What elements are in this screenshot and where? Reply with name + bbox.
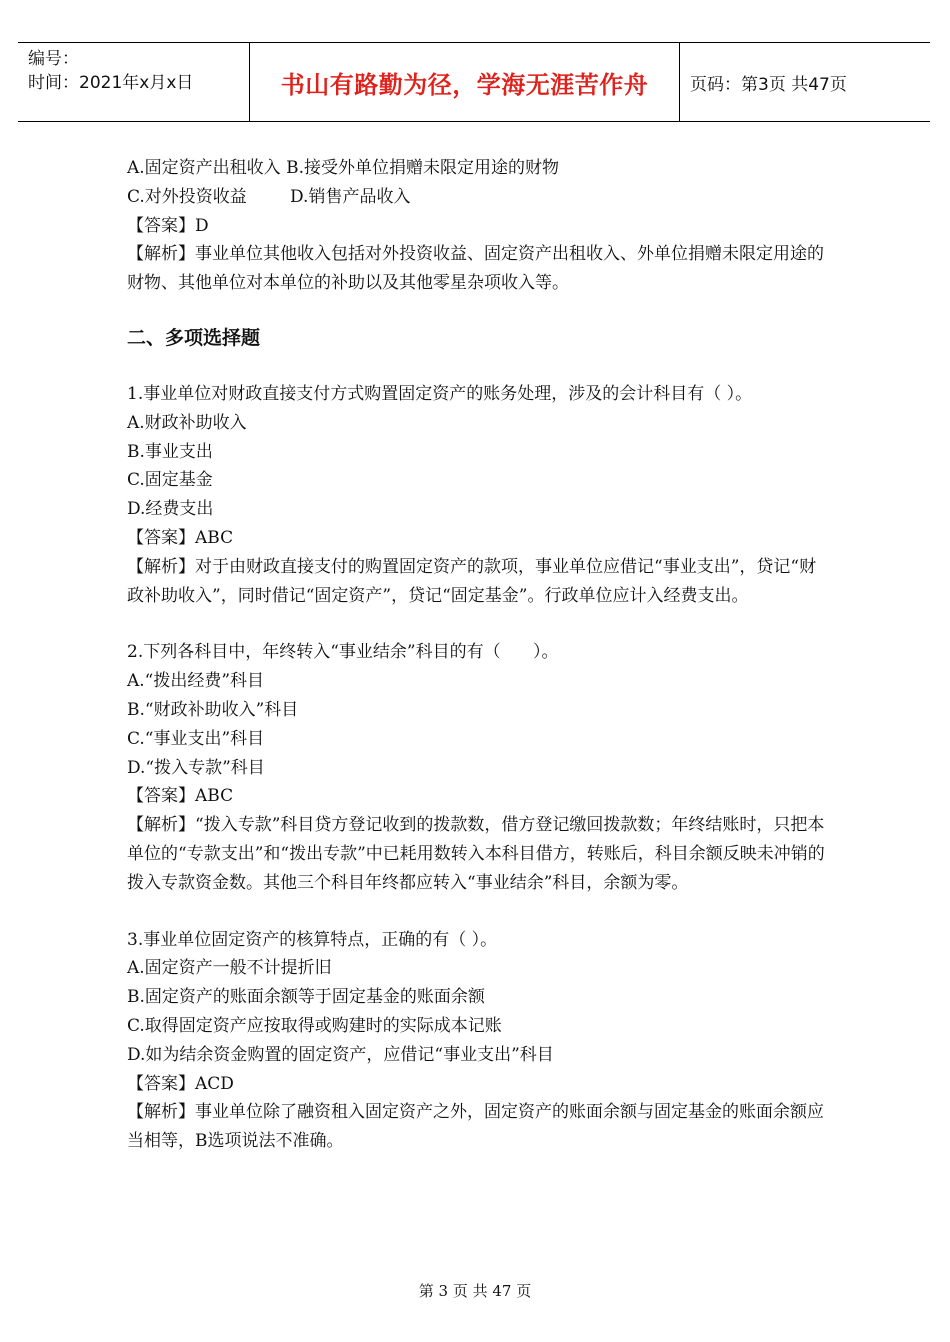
option-line: C.对外投资收益 D.销售产品收入 <box>127 186 411 207</box>
answer-line: 【答案】D <box>127 215 209 236</box>
header-motto: 书山有路勤为径，学海无涯苦作舟 <box>250 43 680 121</box>
option-line: A.财政补助收入 <box>127 412 247 433</box>
option-line: B.事业支出 <box>127 441 213 462</box>
option-line: C.“事业支出”科目 <box>127 728 265 749</box>
option-line: D.“拨入专款”科目 <box>127 757 265 778</box>
question-stem: 3.事业单位固定资产的核算特点，正确的有（ ）。 <box>127 929 498 950</box>
option-line: A.“拨出经费”科目 <box>127 671 265 692</box>
page-footer: 第 3 页 共 47 页 <box>418 1282 532 1300</box>
option-line: D.经费支出 <box>127 499 214 520</box>
option-line: C.固定基金 <box>127 470 213 491</box>
option-line: C.取得固定资产应按取得或购建时的实际成本记账 <box>127 1015 502 1036</box>
answer-line: 【答案】ABC <box>127 786 234 807</box>
explanation-paragraph: 【解析】“拨入专款”科目贷方登记收到的拨款数，借方登记缴回拨款数；年终结账时，只把本单位的“专款支出”和“拨出专款”中已耗用数转入本科目借方，转账后，科目余额反映未冲销的拨入专款资金数。其他三个科目年终都应转入“事业结余”科目，余额为零。 <box>127 815 825 893</box>
answer-line: 【答案】ACD <box>127 1073 234 1094</box>
answer-line: 【答案】ABC <box>127 527 234 548</box>
question-stem: 1.事业单位对财政直接支付方式购置固定资产的账务处理，涉及的会计科目有（ ）。 <box>127 383 753 404</box>
option-line: A.固定资产一般不计提折旧 <box>127 958 332 979</box>
document-time-label: 时间：2021年x月x日 <box>28 73 194 93</box>
document-number-label: 编号： <box>28 49 79 69</box>
section-title: 二、多项选择题 <box>127 326 261 349</box>
header-meta <box>18 43 250 121</box>
explanation-paragraph: 【解析】事业单位除了融资租入固定资产之外，固定资产的账面余额与固定基金的账面余额应当相等，B选项说法不准确。 <box>127 1102 824 1152</box>
question-stem: 2.下列各科目中，年终转入“事业结余”科目的有（ ）。 <box>127 642 559 663</box>
option-line: A.固定资产出租收入 B.接受外单位捐赠未限定用途的财物 <box>127 158 559 178</box>
option-line: B.固定资产的账面余额等于固定基金的账面余额 <box>127 987 485 1008</box>
document-body <box>127 154 827 1156</box>
explanation-paragraph: 【解析】事业单位其他收入包括对外投资收益、固定资产出租收入、外单位捐赠未限定用途的财物、其他单位对本单位的补助以及其他零星杂项收入等。 <box>127 244 824 294</box>
option-line: B.“财政补助收入”科目 <box>127 699 299 720</box>
option-line: D.如为结余资金购置的固定资产，应借记“事业支出”科目 <box>127 1044 554 1065</box>
explanation-paragraph: 【解析】对于由财政直接支付的购置固定资产的款项，事业单位应借记“事业支出”，贷记“财政补助收入”，同时借记“固定资产”，贷记“固定基金”。行政单位应计入经费支出。 <box>127 556 817 606</box>
header-page-info: 页码：第3页 共47页 <box>690 74 847 95</box>
page-header <box>18 42 930 122</box>
